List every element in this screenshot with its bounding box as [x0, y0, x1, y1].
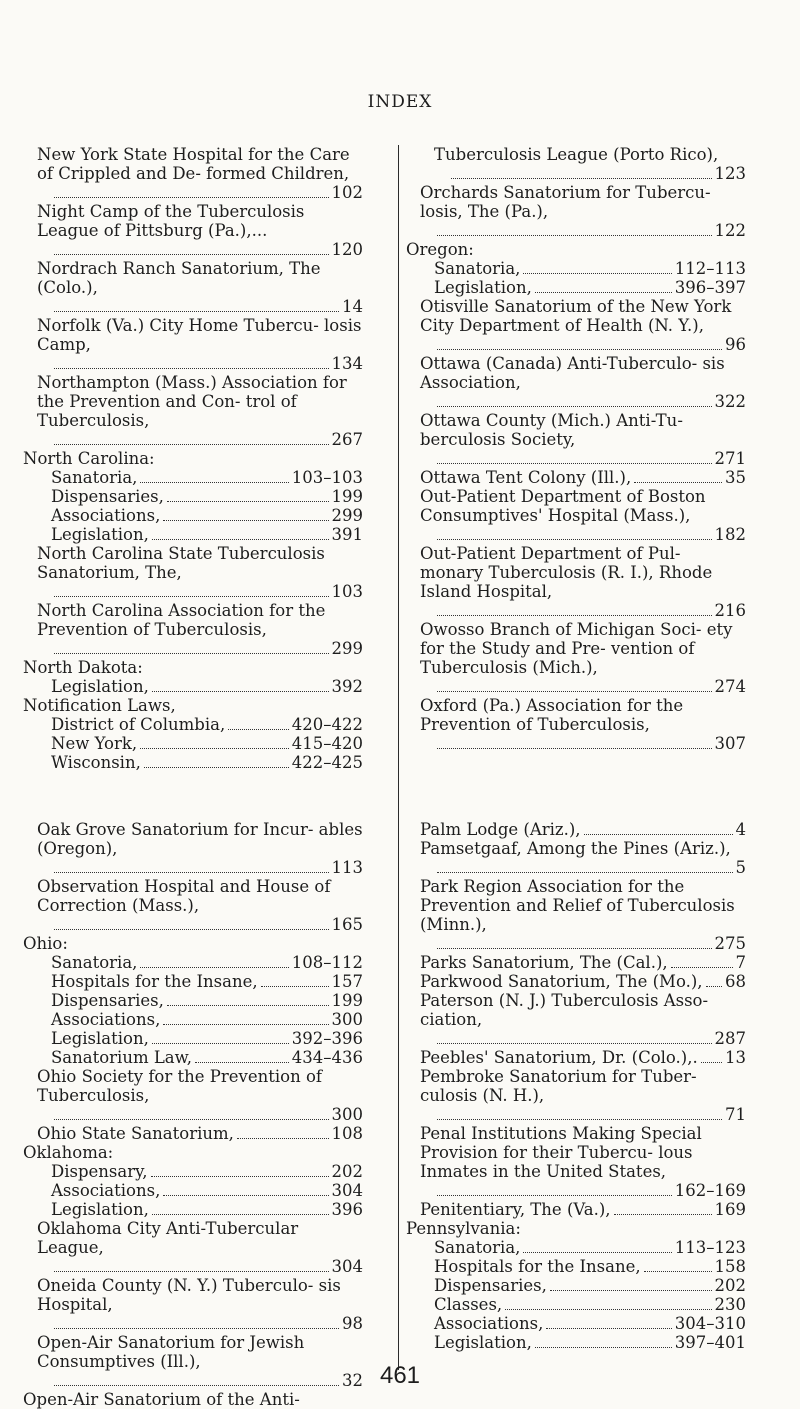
- index-entry-text: Orchards Sanatorium for Tubercu- losis, The (Pa.),: [420, 183, 711, 221]
- index-entry: [37, 1276, 363, 1333]
- index-entry-text: Legislation,: [434, 278, 532, 297]
- leader-dots: [437, 335, 722, 350]
- index-entry-text: New York State Hospital for the Care of Crippled and De- formed Children,: [37, 145, 350, 183]
- leader-dots: [437, 601, 712, 616]
- index-entry-page: 68: [725, 972, 746, 991]
- index-entry-text: Open-Air Sanatorium of the Anti-: [23, 1390, 300, 1409]
- index-entry: [420, 1067, 746, 1124]
- index-entry-page: 304: [331, 1257, 363, 1276]
- index-entry-text: Sanatoria,: [51, 468, 138, 487]
- leader-dots: [54, 1105, 329, 1120]
- leader-dots: [152, 1029, 289, 1044]
- index-entry-page: 102: [331, 183, 363, 202]
- index-entry: [37, 953, 363, 972]
- index-entry: [37, 525, 363, 544]
- leader-dots: [163, 1181, 328, 1196]
- leader-dots: [140, 468, 288, 483]
- index-entry: [420, 468, 746, 487]
- index-entry: [37, 373, 363, 449]
- index-entry: [406, 1219, 746, 1238]
- index-entry: [37, 1181, 363, 1200]
- index-entry-page: 304: [331, 1181, 363, 1200]
- index-entry-page: 199: [331, 991, 363, 1010]
- index-entry-text: Pembroke Sanatorium for Tuber- culosis (N. H.),: [420, 1067, 697, 1105]
- index-entry-page: 13: [725, 1048, 746, 1067]
- index-column-right-top: [406, 145, 746, 753]
- index-entry: [420, 1276, 746, 1295]
- index-entry-text: District of Columbia,: [51, 715, 226, 734]
- leader-dots: [644, 1257, 712, 1272]
- index-entry: [420, 991, 746, 1048]
- index-entry-page: 391: [331, 525, 363, 544]
- leader-dots: [54, 858, 329, 873]
- leader-dots: [523, 1238, 671, 1253]
- index-entry: [37, 1029, 363, 1048]
- index-entry: [23, 658, 363, 677]
- index-entry-text: Paterson (N. J.) Tuberculosis Asso- ciation,: [420, 991, 709, 1029]
- leader-dots: [167, 991, 329, 1006]
- index-entry: [420, 544, 746, 620]
- index-entry: [37, 487, 363, 506]
- index-entry: [420, 1257, 746, 1276]
- index-entry-text: Otisville Sanatorium of the New York City Department of Health (N. Y.),: [420, 297, 732, 335]
- index-entry-page: 103–103: [291, 468, 363, 487]
- index-entry: [420, 145, 746, 183]
- index-entry: [23, 1390, 363, 1409]
- leader-dots: [167, 487, 329, 502]
- index-entry-text: Legislation,: [51, 677, 149, 696]
- leader-dots: [550, 1276, 712, 1291]
- index-entry: [420, 1200, 746, 1219]
- index-entry-text: Notification Laws,: [23, 696, 176, 715]
- index-entry-page: 123: [714, 164, 746, 183]
- leader-dots: [701, 1048, 722, 1063]
- index-entry-page: 307: [714, 734, 746, 753]
- index-entry: [37, 506, 363, 525]
- index-entry-text: Parkwood Sanatorium, The (Mo.),: [420, 972, 703, 991]
- leader-dots: [505, 1295, 711, 1310]
- index-entry-page: 216: [714, 601, 746, 620]
- index-entry: [420, 620, 746, 696]
- index-entry-page: 182: [714, 525, 746, 544]
- index-entry: [37, 1200, 363, 1219]
- index-entry-text: New York,: [51, 734, 138, 753]
- index-entry-page: 7: [735, 953, 746, 972]
- index-entry-page: 230: [714, 1295, 746, 1314]
- index-entry: [37, 734, 363, 753]
- leader-dots: [634, 468, 722, 483]
- index-entry-text: Associations,: [51, 1181, 161, 1200]
- leader-dots: [437, 392, 712, 407]
- index-entry: [420, 1124, 746, 1200]
- leader-dots: [54, 1257, 329, 1272]
- index-column-right-bottom: [406, 820, 746, 1352]
- index-entry-text: Pamsetgaaf, Among the Pines (Ariz.),: [420, 839, 731, 858]
- index-entry-text: Penal Institutions Making Special Provision for their Tubercu- lous Inmates in the United States,: [420, 1124, 702, 1181]
- index-entry-page: 287: [714, 1029, 746, 1048]
- index-entry-text: Nordrach Ranch Sanatorium, The (Colo.),: [37, 259, 321, 297]
- index-entry: [37, 1124, 363, 1143]
- index-entry-page: 415–420: [291, 734, 363, 753]
- leader-dots: [437, 677, 712, 692]
- index-entry: [420, 1048, 746, 1067]
- index-entry-page: 304–310: [674, 1314, 746, 1333]
- leader-dots: [228, 715, 289, 730]
- leader-dots: [437, 221, 712, 236]
- index-entry-page: 274: [714, 677, 746, 696]
- index-entry: [37, 1067, 363, 1124]
- index-entry-page: 4: [735, 820, 746, 839]
- index-entry-text: Parks Sanatorium, The (Cal.),: [420, 953, 668, 972]
- index-entry: [37, 202, 363, 259]
- index-entry: [23, 449, 363, 468]
- index-entry-text: Legislation,: [51, 525, 149, 544]
- index-entry-text: Wisconsin,: [51, 753, 141, 772]
- index-entry-page: 113: [331, 858, 363, 877]
- index-entry-text: Dispensaries,: [51, 487, 164, 506]
- index-entry-text: Out-Patient Department of Boston Consumptives' Hospital (Mass.),: [420, 487, 706, 525]
- index-entry: [37, 991, 363, 1010]
- index-entry-text: Open-Air Sanatorium for Jewish Consumptives (Ill.),: [37, 1333, 305, 1371]
- leader-dots: [437, 934, 712, 949]
- leader-dots: [152, 525, 329, 540]
- index-entry-page: 396: [331, 1200, 363, 1219]
- index-entry-page: 5: [735, 858, 746, 877]
- index-column-left-bottom: [23, 820, 363, 1409]
- index-entry-text: Legislation,: [51, 1200, 149, 1219]
- index-entry-text: Out-Patient Department of Pul- monary Tuberculosis (R. I.), Rhode Island Hospital,: [420, 544, 713, 601]
- index-entry: [37, 259, 363, 316]
- leader-dots: [163, 1010, 328, 1025]
- index-entry-text: Hospitals for the Insane,: [434, 1257, 641, 1276]
- index-entry-text: Dispensaries,: [51, 991, 164, 1010]
- index-entry-text: Legislation,: [51, 1029, 149, 1048]
- leader-dots: [163, 506, 328, 521]
- index-entry-text: Ohio State Sanatorium,: [37, 1124, 234, 1143]
- index-entry: [37, 544, 363, 601]
- index-entry: [420, 183, 746, 240]
- index-entry-text: Oklahoma City Anti-Tubercular League,: [37, 1219, 299, 1257]
- leader-dots: [54, 183, 329, 198]
- index-entry: [37, 715, 363, 734]
- leader-dots: [584, 820, 733, 835]
- leader-dots: [144, 753, 289, 768]
- index-entry-page: 108–112: [291, 953, 363, 972]
- index-entry-page: 202: [331, 1162, 363, 1181]
- index-entry-text: Associations,: [51, 1010, 161, 1029]
- index-entry-text: Peebles' Sanatorium, Dr. (Colo.),.: [420, 1048, 698, 1067]
- leader-dots: [546, 1314, 671, 1329]
- index-entry: [23, 934, 363, 953]
- leader-dots: [152, 1200, 329, 1215]
- index-entry: [420, 972, 746, 991]
- index-entry-text: North Carolina:: [23, 449, 155, 468]
- index-entry: [420, 354, 746, 411]
- leader-dots: [195, 1048, 289, 1063]
- index-entry-page: 120: [331, 240, 363, 259]
- index-entry-text: Park Region Association for the Prevention and Relief of Tuberculosis (Minn.),: [420, 877, 735, 934]
- index-entry-text: Ottawa (Canada) Anti-Tuberculo- sis Association,: [420, 354, 725, 392]
- leader-dots: [54, 915, 329, 930]
- leader-dots: [54, 297, 339, 312]
- index-entry: [420, 259, 746, 278]
- page-number: 461: [379, 1362, 421, 1389]
- index-entry-page: 434–436: [291, 1048, 363, 1067]
- index-entry-page: 113–123: [674, 1238, 746, 1257]
- index-entry-text: Sanatoria,: [51, 953, 138, 972]
- index-entry-page: 98: [342, 1314, 363, 1333]
- index-entry-text: Dispensary,: [51, 1162, 148, 1181]
- leader-dots: [237, 1124, 329, 1139]
- index-entry: [420, 820, 746, 839]
- index-entry: [37, 1219, 363, 1276]
- index-entry: [420, 1314, 746, 1333]
- leader-dots: [54, 639, 329, 654]
- leader-dots: [706, 972, 722, 987]
- index-entry: [420, 839, 746, 877]
- index-entry-text: Sanatorium Law,: [51, 1048, 193, 1067]
- index-entry-text: Oneida County (N. Y.) Tuberculo- sis Hospital,: [37, 1276, 341, 1314]
- index-entry-text: Norfolk (Va.) City Home Tubercu- losis Camp,: [37, 316, 362, 354]
- index-entry: [420, 696, 746, 753]
- index-entry: [420, 297, 746, 354]
- index-entry-page: 267: [331, 430, 363, 449]
- index-entry: [420, 1295, 746, 1314]
- index-entry-text: Sanatoria,: [434, 1238, 521, 1257]
- leader-dots: [54, 582, 329, 597]
- index-entry-text: North Carolina State Tuberculosis Sanatorium, The,: [37, 544, 325, 582]
- leader-dots: [54, 1314, 339, 1329]
- index-entry-page: 162–169: [674, 1181, 746, 1200]
- index-entry-text: Classes,: [434, 1295, 503, 1314]
- index-entry-page: 299: [331, 506, 363, 525]
- index-entry-page: 35: [725, 468, 746, 487]
- index-entry: [37, 601, 363, 658]
- index-entry-text: Ottawa County (Mich.) Anti-Tu- berculosis Society,: [420, 411, 683, 449]
- index-entry-page: 202: [714, 1276, 746, 1295]
- index-entry: [420, 1333, 746, 1352]
- leader-dots: [437, 858, 733, 873]
- index-entry-page: 392: [331, 677, 363, 696]
- index-entry-text: Associations,: [434, 1314, 544, 1333]
- index-entry-page: 396–397: [674, 278, 746, 297]
- index-entry-text: Tuberculosis League (Porto Rico),: [434, 145, 719, 164]
- index-entry-text: Palm Lodge (Ariz.),: [420, 820, 581, 839]
- index-entry-text: Sanatoria,: [434, 259, 521, 278]
- index-entry: [420, 877, 746, 953]
- leader-dots: [152, 677, 329, 692]
- index-entry-page: 108: [331, 1124, 363, 1143]
- index-entry: [37, 972, 363, 991]
- leader-dots: [451, 164, 712, 179]
- leader-dots: [54, 240, 329, 255]
- index-entry-page: 112–113: [674, 259, 746, 278]
- index-entry-page: 199: [331, 487, 363, 506]
- index-entry: [37, 316, 363, 373]
- index-entry-text: Oak Grove Sanatorium for Incur- ables (Oregon),: [37, 820, 363, 858]
- index-entry-page: 322: [714, 392, 746, 411]
- leader-dots: [437, 1029, 712, 1044]
- index-entry: [37, 468, 363, 487]
- index-entry-text: Ohio Society for the Prevention of Tuberculosis,: [37, 1067, 322, 1105]
- index-entry-page: 299: [331, 639, 363, 658]
- index-entry: [420, 1238, 746, 1257]
- index-entry: [37, 1162, 363, 1181]
- index-entry-page: 300: [331, 1010, 363, 1029]
- index-entry: [37, 677, 363, 696]
- index-entry: [420, 278, 746, 297]
- index-entry-text: Night Camp of the Tuberculosis League of Pittsburg (Pa.),...: [37, 202, 305, 240]
- index-entry-text: Oklahoma:: [23, 1143, 114, 1162]
- index-entry-page: 157: [331, 972, 363, 991]
- index-entry: [37, 753, 363, 772]
- leader-dots: [437, 525, 712, 540]
- index-entry-text: North Carolina Association for the Prevention of Tuberculosis,: [37, 601, 326, 639]
- column-divider: [398, 145, 399, 1370]
- index-entry-page: 14: [342, 297, 363, 316]
- index-entry-text: Pennsylvania:: [406, 1219, 521, 1238]
- index-entry-text: Owosso Branch of Michigan Soci- ety for the Study and Pre- vention of Tuberculosis (Mich.),: [420, 620, 733, 677]
- leader-dots: [437, 1181, 672, 1196]
- index-entry: [420, 487, 746, 544]
- leader-dots: [437, 1105, 722, 1120]
- leader-dots: [140, 953, 288, 968]
- leader-dots: [437, 449, 712, 464]
- leader-dots: [614, 1200, 712, 1215]
- index-entry-page: 275: [714, 934, 746, 953]
- index-entry: [23, 1143, 363, 1162]
- leader-dots: [54, 354, 329, 369]
- index-entry-page: 300: [331, 1105, 363, 1124]
- leader-dots: [437, 734, 712, 749]
- index-entry-page: 271: [714, 449, 746, 468]
- leader-dots: [54, 430, 329, 445]
- index-entry-page: 96: [725, 335, 746, 354]
- index-entry-page: 420–422: [291, 715, 363, 734]
- index-entry: [37, 1048, 363, 1067]
- index-entry-page: 103: [331, 582, 363, 601]
- index-column-left-top: [23, 145, 363, 772]
- leader-dots: [535, 1333, 672, 1348]
- leader-dots: [671, 953, 733, 968]
- index-entry-text: Ohio:: [23, 934, 68, 953]
- leader-dots: [151, 1162, 329, 1177]
- index-entry-text: Northampton (Mass.) Association for the Prevention and Con- trol of Tuberculosis,: [37, 373, 347, 430]
- index-entry-text: Ottawa Tent Colony (Ill.),: [420, 468, 632, 487]
- index-entry-text: Observation Hospital and House of Correction (Mass.),: [37, 877, 331, 915]
- index-entry-text: Associations,: [51, 506, 161, 525]
- index-entry-page: 397–401: [674, 1333, 746, 1352]
- leader-dots: [523, 259, 671, 274]
- index-entry: [420, 953, 746, 972]
- index-entry-page: 422–425: [291, 753, 363, 772]
- index-entry: [37, 1010, 363, 1029]
- index-entry: [37, 820, 363, 877]
- index-entry-page: 32: [342, 1371, 363, 1390]
- index-entry: [37, 877, 363, 934]
- index-entry-page: 134: [331, 354, 363, 373]
- page-title: INDEX: [367, 92, 433, 112]
- index-entry-page: 71: [725, 1105, 746, 1124]
- leader-dots: [535, 278, 672, 293]
- index-entry-text: Legislation,: [434, 1333, 532, 1352]
- index-entry-page: 122: [714, 221, 746, 240]
- index-entry-text: Hospitals for the Insane,: [51, 972, 258, 991]
- index-entry-page: 165: [331, 915, 363, 934]
- leader-dots: [261, 972, 329, 987]
- index-entry: [37, 145, 363, 202]
- index-entry: [406, 240, 746, 259]
- index-entry: [23, 696, 363, 715]
- index-entry-text: Oregon:: [406, 240, 474, 259]
- index-entry-page: 158: [714, 1257, 746, 1276]
- leader-dots: [140, 734, 289, 749]
- index-entry-text: Oxford (Pa.) Association for the Prevention of Tuberculosis,: [420, 696, 684, 734]
- index-entry: [420, 411, 746, 468]
- index-entry-text: Dispensaries,: [434, 1276, 547, 1295]
- index-entry-page: 169: [714, 1200, 746, 1219]
- index-entry-page: 392–396: [291, 1029, 363, 1048]
- index-entry-text: North Dakota:: [23, 658, 143, 677]
- index-entry-text: Penitentiary, The (Va.),: [420, 1200, 611, 1219]
